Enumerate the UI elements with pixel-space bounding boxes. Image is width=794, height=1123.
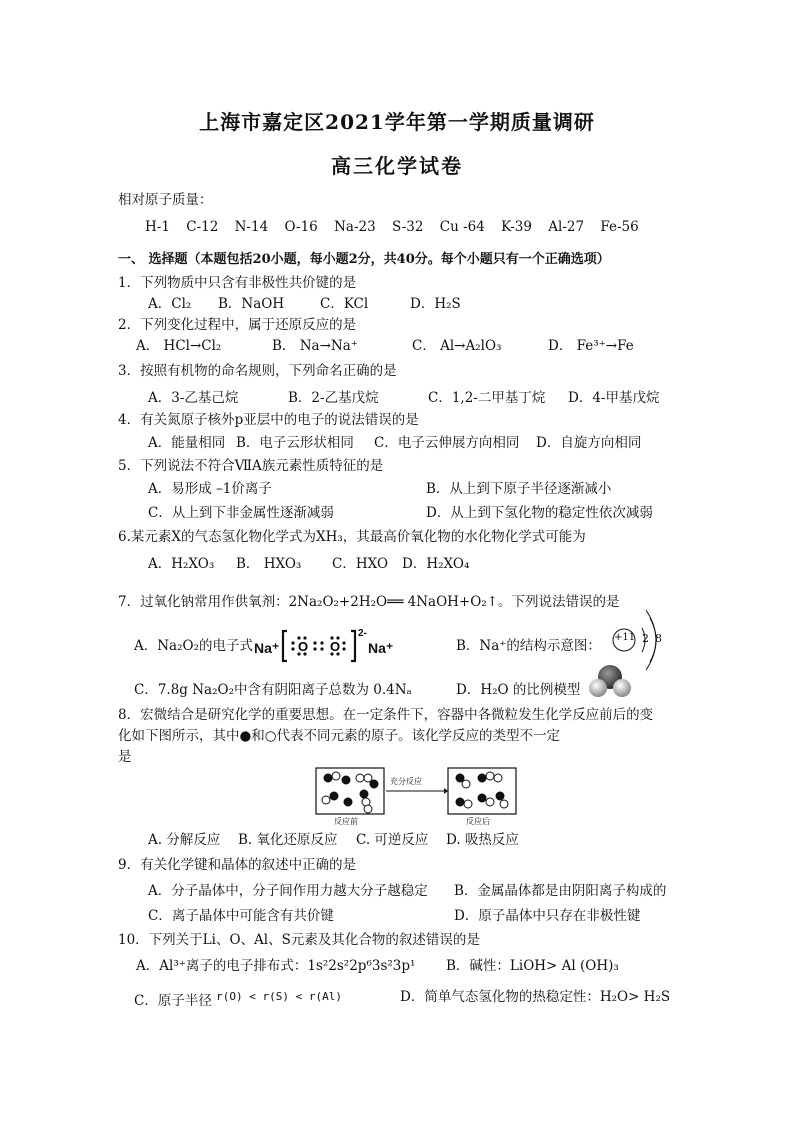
option-a: A． HCl→Cl₂ (136, 338, 222, 354)
sodium-ion-label: Na⁺ (254, 640, 280, 656)
option-c: C．离子晶体中可能含有共价键 (148, 908, 334, 924)
option-a: A．分子晶体中，分子间作用力越大分子越稳定 (148, 883, 428, 899)
shell-electrons-label: 2 (642, 632, 649, 645)
atomic-mass-value: S-32 (391, 219, 424, 235)
option-d: D．从上到下氢化物的稳定性依次减弱 (426, 505, 653, 521)
question-stem: 是 (118, 749, 132, 765)
option-c (134, 988, 342, 1010)
radius-comparison: r(O) < r(S) < r(Al) (216, 990, 342, 1003)
atomic-mass-value: N-14 (234, 219, 269, 235)
question-stem: 10．下列关于Li、O、Al、S元素及其化合物的叙述错误的是 (118, 932, 480, 948)
atomic-mass-value: H-1 (145, 219, 170, 235)
option-a: A．Na₂O₂的电子式 (134, 638, 254, 654)
option-b: B．NaOH (218, 296, 285, 312)
option-b: B．Na⁺的结构示意图： (456, 638, 601, 654)
arrow-label: 充分反应 (390, 777, 422, 786)
after-label: 反应后 (466, 817, 490, 826)
before-label: 反应前 (334, 817, 358, 826)
option-d: D．H₂O 的比例模型 (456, 682, 581, 698)
option-c: C．HXO (332, 556, 389, 572)
reaction-diagram (314, 766, 520, 828)
option-d: D． Fe³⁺→Fe (548, 338, 634, 354)
svg-text:O: O (329, 639, 341, 654)
option-b: B．碱性：LiOH> Al (OH)₃ (446, 958, 619, 974)
peroxide-electron-dots (281, 628, 361, 664)
option-d: D．4-甲基戊烷 (568, 390, 660, 406)
option-a: A．Cl₂ (148, 296, 192, 312)
option-a: A. 分解反应 (148, 832, 221, 848)
option-d: D．简单气态氢化物的热稳定性：H₂O> H₂S (400, 989, 671, 1005)
option-c-label: C．原子半径 (134, 993, 212, 1009)
option-b: B．金属晶体都是由阴阳离子构成的 (454, 883, 667, 899)
option-d: D．H₂XO₄ (402, 556, 470, 572)
question-stem: 2．下列变化过程中，属于还原反应的是 (118, 317, 357, 333)
charge-label: 2- (358, 628, 367, 639)
question-stem: 1．下列物质中只含有非极性共价键的是 (118, 275, 357, 291)
option-b: B． HXO₃ (236, 556, 302, 572)
atomic-mass-list (145, 218, 651, 236)
page-subtitle: 高三化学试卷 (331, 154, 463, 178)
atomic-mass-value: C-12 (186, 219, 219, 235)
water-space-filling-model (586, 664, 634, 700)
question-stem: 化如下图所示，其中●和○代表不同元素的原子。该化学反应的类型不一定 (118, 728, 561, 744)
sodium-ion-label: Na⁺ (368, 640, 394, 656)
option-c: C． Al→A₂lO₃ (412, 338, 502, 354)
atomic-mass-value: Al-27 (548, 219, 585, 235)
option-a: A．3-乙基己烷 (148, 390, 239, 406)
option-c: C．KCl (320, 296, 369, 312)
svg-text:O: O (297, 639, 309, 654)
question-stem: 9．有关化学键和晶体的叙述中正确的是 (118, 857, 357, 873)
option-b: B．电子云形状相同 (236, 435, 354, 451)
electron-formula (254, 628, 399, 664)
option-c: C. 可逆反应 (356, 832, 429, 848)
option-c: C．7.8g Na₂O₂中含有阴阳离子总数为 0.4Nₐ (134, 682, 412, 698)
option-c: C．电子云伸展方向相同 (374, 435, 520, 451)
nucleus-label: +11 (614, 632, 636, 643)
option-c: C．1,2-二甲基丁烷 (428, 390, 546, 406)
option-b: B．从上到下原子半径逐渐减小 (426, 481, 612, 497)
option-a: A．易形成 –1价离子 (148, 481, 272, 497)
option-d: D. 吸热反应 (446, 832, 519, 848)
option-a: A．能量相同 (148, 435, 226, 451)
atomic-mass-value: Fe-56 (600, 219, 639, 235)
question-stem: 5．下列说法不符合ⅦA族元素性质特征的是 (118, 458, 384, 474)
section-heading: 一、 选择题（本题包括20小题，每小题2分，共40分。每个小题只有一个正确选项） (118, 252, 610, 267)
atomic-mass-value: Na-23 (334, 219, 376, 235)
question-stem: 3．按照有机物的命名规则，下列命名正确的是 (118, 363, 397, 379)
option-a: A．Al³⁺离子的电子排布式：1s²2s²2p⁶3s²3p¹ (136, 958, 416, 974)
option-a: A．H₂XO₃ (148, 556, 215, 572)
question-stem: 6.某元素X的气态氢化物化学式为XH₃，其最高价氧化物的水化物化学式可能为 (118, 529, 586, 545)
question-stem: 7．过氧化钠常用作供氧剂：2Na₂O₂+2H₂O══ 4NaOH+O₂↑。下列说法错误的是 (118, 594, 620, 610)
option-b: B．2-乙基戊烷 (288, 390, 379, 406)
page-title: 上海市嘉定区2021学年第一学期质量调研 (199, 110, 595, 134)
option-b: B． Na→Na⁺ (272, 338, 358, 354)
option-d: D．原子晶体中只存在非极性键 (454, 908, 641, 924)
question-stem: 4．有关氮原子核外p亚层中的电子的说法错误的是 (118, 412, 419, 428)
option-c: C．从上到下非金属性逐渐减弱 (148, 505, 334, 521)
shell-electrons-label: 8 (655, 632, 662, 645)
option-d: D．自旋方向相同 (536, 435, 642, 451)
atomic-mass-value: Cu -64 (439, 219, 485, 235)
atomic-mass-label: 相对原子质量： (118, 192, 213, 208)
atomic-mass-value: K-39 (501, 219, 532, 235)
question-stem: 8．宏微结合是研究化学的重要思想。在一定条件下，容器中各微粒发生化学反应前后的变 (118, 707, 654, 723)
option-b: B. 氧化还原反应 (238, 832, 338, 848)
option-d: D．H₂S (410, 296, 461, 312)
atomic-mass-value: O-16 (284, 219, 318, 235)
